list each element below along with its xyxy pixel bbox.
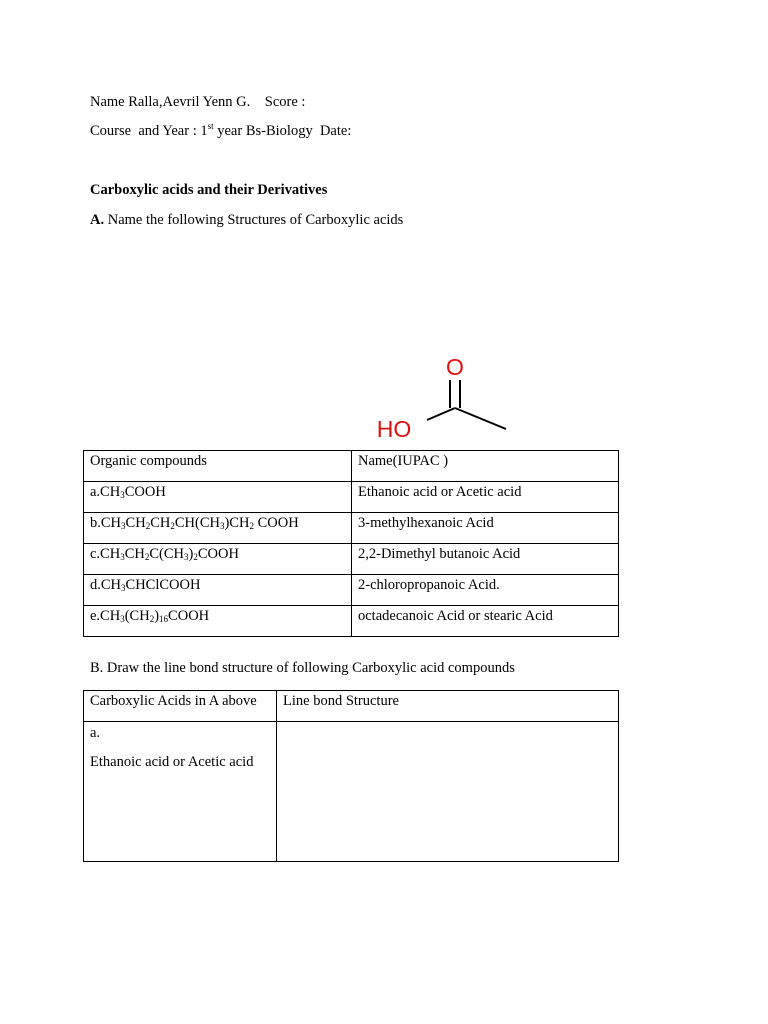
section-a-instruction [90,212,403,229]
hydroxyl-group-label: HO [376,416,412,442]
iupac-name-cell: 3-methylhexanoic Acid [352,513,619,544]
carbon-methyl-bond [455,408,506,429]
name-label: Name [90,94,125,110]
table-row [84,606,619,637]
carboxylic-acid-names-table [83,450,619,637]
table-header-row [84,691,619,722]
table-row [84,513,619,544]
row-letter: a. [90,725,101,741]
course-value: year Bs-Biology [217,123,313,139]
section-b-instruction: B. Draw the line bond structure of following Carboxylic acid compounds [90,660,515,676]
table-header-row [84,451,619,482]
score-label: Score : [264,94,306,110]
table-row [84,544,619,575]
course-line [90,123,351,140]
formula-cell: $a.CH_3COOH$ [84,482,352,513]
name-line [90,94,305,111]
formula-cell: $c.CH_3CH_2C(CH_3)_2COOH$ [84,544,352,575]
compound-name: Ethanoic acid or Acetic acid [90,754,254,770]
date-label: Date: [319,123,352,139]
course-label: Course and Year : [90,123,197,139]
line-bond-structure-table [83,690,619,862]
carbon-hydroxyl-bond [427,408,455,420]
section-a-letter: A. [90,212,105,228]
page-title: Carboxylic acids and their Derivatives [90,182,328,198]
table-row [84,575,619,606]
formula-cell: $e.CH_3(CH_2)_{16}COOH$ [84,606,352,637]
acetic-acid-structure [360,350,520,445]
formula-cell: $d.CH_3CHClCOOH$ [84,575,352,606]
table-header-cell: Organic compounds [84,451,352,482]
iupac-name-cell: 2-chloropropanoic Acid. [352,575,619,606]
compound-cell [84,722,277,862]
table-header-cell: Carboxylic Acids in A above [84,691,277,722]
iupac-name-cell: 2,2-Dimethyl butanoic Acid [352,544,619,575]
iupac-name-cell: octadecanoic Acid or stearic Acid [352,606,619,637]
table-header-cell: Line bond Structure [277,691,619,722]
course-year-suffix: st [207,121,214,132]
course-year-number: 1 [200,123,208,139]
iupac-name-cell: Ethanoic acid or Acetic acid [352,482,619,513]
section-a-text: Name the following Structures of Carboxylic acids [107,212,404,228]
structure-drawing-cell[interactable] [277,722,619,862]
table-row [84,722,619,862]
oxygen-atom-label: O [446,354,464,380]
table-row [84,482,619,513]
student-name: Ralla,Aevril Yenn G. [128,94,251,110]
table-header-cell: Name(IUPAC ) [352,451,619,482]
formula-cell: $b.CH_3CH_2CH_2CH(CH_3)CH_2$ COOH [84,513,352,544]
